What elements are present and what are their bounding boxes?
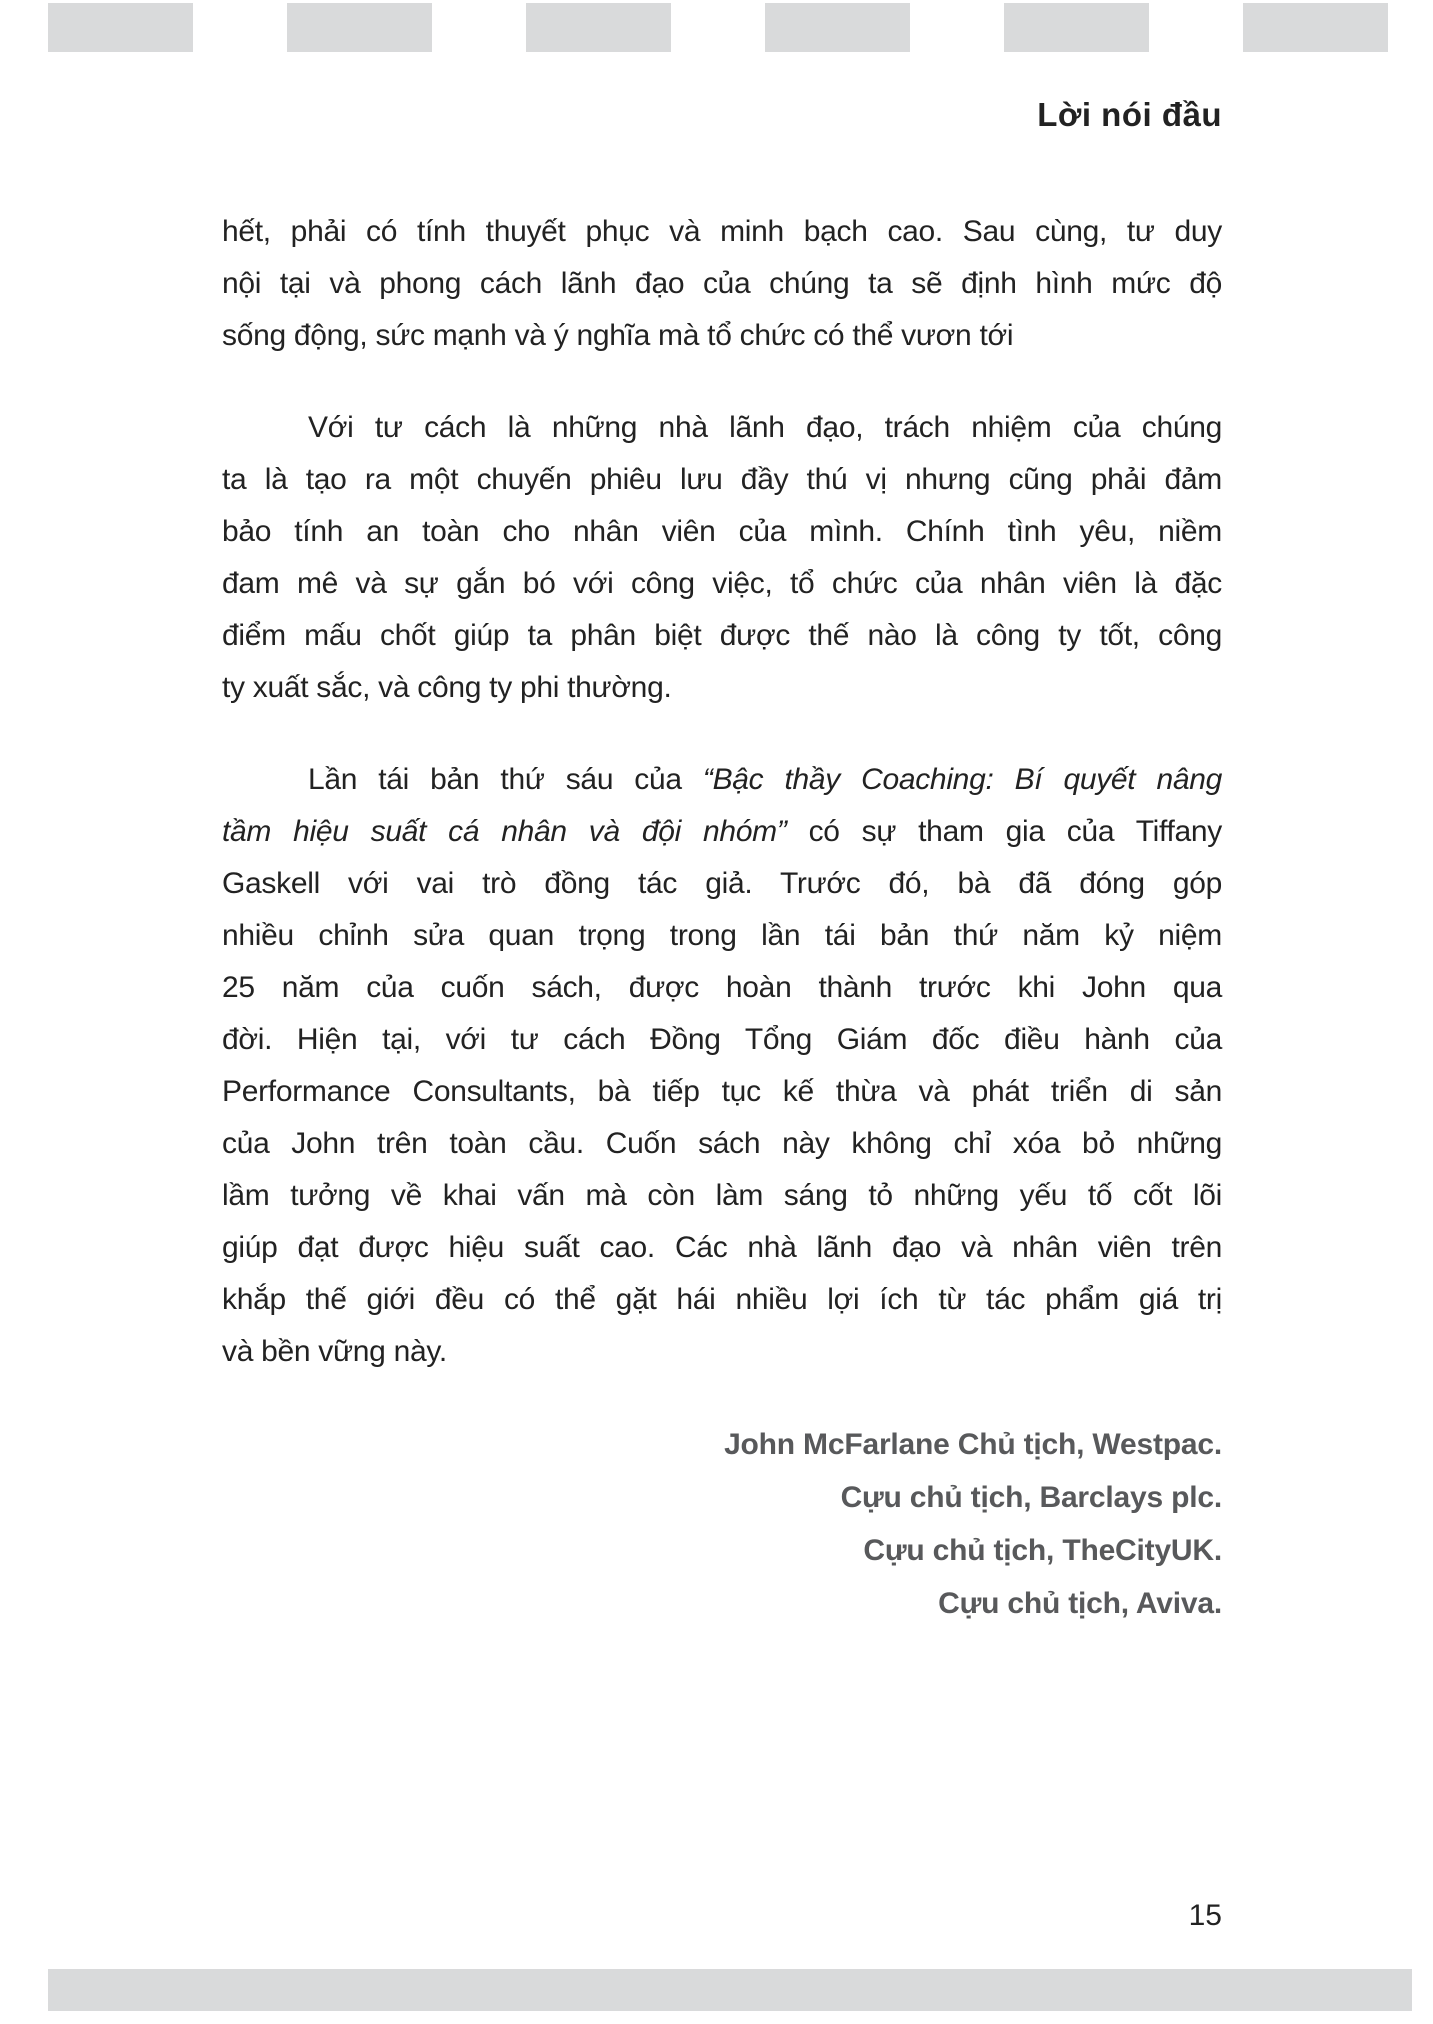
book-title-italic: tầm hiệu suất cá nhân và đội nhóm”	[222, 815, 787, 848]
text-segment: của John trên toàn cầu. Cuốn sách này không chỉ xóa bỏ những	[222, 1127, 1222, 1160]
book-title-italic: “Bậc thầy Coaching: Bí quyết nâng	[702, 763, 1222, 796]
running-header: Lời nói đầu	[1037, 96, 1222, 133]
decor-square-1	[48, 3, 193, 52]
text-line	[222, 806, 1222, 858]
paragraph	[222, 754, 1222, 1378]
text-line	[222, 206, 1222, 258]
text-segment: lầm tưởng về khai vấn mà còn làm sáng tỏ những yếu tố cốt lõi	[222, 1179, 1222, 1212]
text-line	[222, 506, 1222, 558]
text-line	[222, 1118, 1222, 1170]
text-segment: Gaskell với vai trò đồng tác giả. Trước đó, bà đã đóng góp	[222, 867, 1222, 900]
decor-square-3	[526, 3, 671, 52]
text-line	[222, 662, 1222, 714]
body-text	[222, 206, 1222, 1630]
text-segment: 25 năm của cuốn sách, được hoàn thành trước khi John qua	[222, 971, 1222, 1004]
decor-square-6	[1243, 3, 1388, 52]
text-segment: ty xuất sắc, và công ty phi thường.	[222, 671, 672, 704]
signature-line: Cựu chủ tịch, TheCityUK.	[863, 1534, 1222, 1567]
paragraph	[222, 206, 1222, 362]
paragraph	[222, 402, 1222, 714]
text-line	[222, 1014, 1222, 1066]
decor-square-5	[1004, 3, 1149, 52]
text-line	[222, 402, 1222, 454]
text-line	[222, 454, 1222, 506]
text-line	[222, 558, 1222, 610]
text-line	[222, 858, 1222, 910]
text-segment: nhiều chỉnh sửa quan trọng trong lần tái bản thứ năm kỷ niệm	[222, 919, 1222, 952]
text-segment: nội tại và phong cách lãnh đạo của chúng ta sẽ định hình mức độ	[222, 267, 1222, 300]
text-line	[222, 754, 1222, 806]
signature-block	[222, 1418, 1222, 1630]
decor-square-4	[765, 3, 910, 52]
text-segment: giúp đạt được hiệu suất cao. Các nhà lãnh đạo và nhân viên trên	[222, 1231, 1222, 1264]
text-segment: Với tư cách là những nhà lãnh đạo, trách nhiệm của chúng	[308, 411, 1222, 444]
text-segment: và bền vững này.	[222, 1335, 447, 1368]
text-line	[222, 1222, 1222, 1274]
text-line	[222, 310, 1222, 362]
text-segment: ta là tạo ra một chuyến phiêu lưu đầy thú vị nhưng cũng phải đảm	[222, 463, 1222, 496]
paragraphs	[222, 206, 1222, 1378]
text-line	[222, 1326, 1222, 1378]
text-segment: Performance Consultants, bà tiếp tục kế thừa và phát triển di sản	[222, 1075, 1222, 1108]
signature-line: Cựu chủ tịch, Barclays plc.	[840, 1481, 1222, 1514]
text-segment: điểm mấu chốt giúp ta phân biệt được thế nào là công ty tốt, công	[222, 619, 1222, 652]
signature-line: John McFarlane Chủ tịch, Westpac.	[724, 1428, 1222, 1461]
decor-bottom-bar	[48, 1969, 1412, 2011]
text-segment: có sự tham gia của Tiffany	[786, 815, 1222, 848]
text-segment: hết, phải có tính thuyết phục và minh bạch cao. Sau cùng, tư duy	[222, 215, 1222, 248]
text-segment: khắp thế giới đều có thể gặt hái nhiều lợi ích từ tác phẩm giá trị	[222, 1283, 1222, 1316]
text-line	[222, 910, 1222, 962]
text-line	[222, 1066, 1222, 1118]
text-segment: bảo tính an toàn cho nhân viên của mình. Chính tình yêu, niềm	[222, 515, 1222, 548]
decor-square-2	[287, 3, 432, 52]
signature-line: Cựu chủ tịch, Aviva.	[938, 1587, 1222, 1620]
text-segment: sống động, sức mạnh và ý nghĩa mà tổ chức có thể vươn tới	[222, 319, 1014, 352]
text-segment: đời. Hiện tại, với tư cách Đồng Tổng Giám đốc điều hành của	[222, 1023, 1222, 1056]
text-line	[222, 610, 1222, 662]
text-line	[222, 1274, 1222, 1326]
text-line	[222, 1170, 1222, 1222]
text-segment: đam mê và sự gắn bó với công việc, tổ chức của nhân viên là đặc	[222, 567, 1222, 600]
text-line	[222, 962, 1222, 1014]
text-segment: Lần tái bản thứ sáu của	[308, 763, 703, 796]
text-line	[222, 258, 1222, 310]
page-number: 15	[1188, 1899, 1222, 1932]
